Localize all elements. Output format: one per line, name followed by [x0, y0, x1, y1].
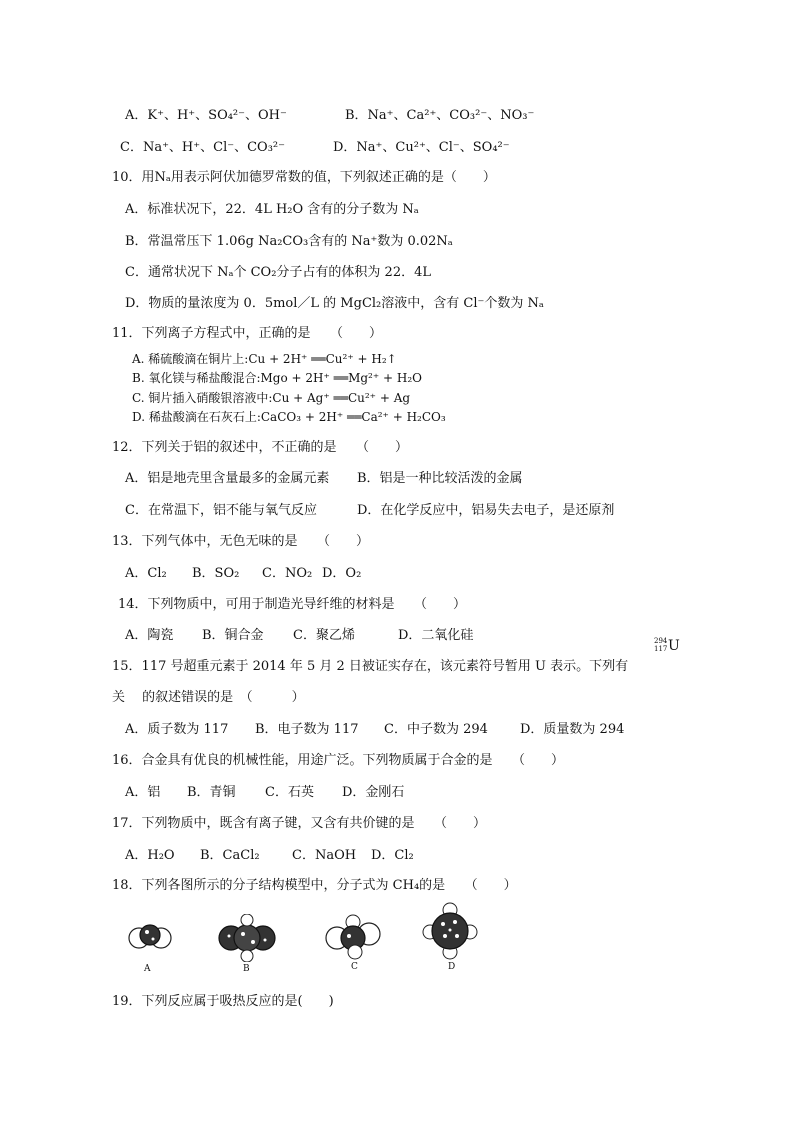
q17-option-c: C．NaOH [292, 848, 357, 863]
q16-option-a: A．铝 [125, 785, 161, 800]
q9-option-d: D．Na⁺、Cu²⁺、Cl⁻、SO₄²⁻ [333, 140, 510, 155]
molecule-model-b [217, 914, 277, 962]
q17-stem: 17．下列物质中，既含有离子键，又含有共价键的是 （ ） [112, 816, 487, 831]
q16-option-b: B．青铜 [187, 785, 236, 800]
q13-option-d: D．O₂ [322, 566, 362, 581]
q17-option-a: A．H₂O [125, 848, 175, 863]
q15-stem-line2: 关 的叙述错误的是 （ ） [112, 690, 305, 705]
q10-option-c: C．通常状况下 Nₐ个 CO₂分子占有的体积为 22．4L [125, 265, 431, 280]
q19-stem: 19．下列反应属于吸热反应的是( ) [112, 994, 334, 1009]
q15-stem-line1: 15．117 号超重元素于 2014 年 5 月 2 日被证实存在，该元素符号暂用 U 表示。下列有 [112, 659, 629, 674]
molecule-models-figure [125, 902, 485, 974]
q14-option-a: A．陶瓷 [125, 628, 174, 643]
q17-option-b: B．CaCl₂ [200, 848, 260, 863]
q14-option-c: C．聚乙烯 [293, 628, 355, 643]
q14-option-b: B．铜合金 [202, 628, 264, 643]
molecule-label-d: D [448, 962, 456, 972]
q10-stem: 10．用Nₐ用表示阿伏加德罗常数的值，下列叙述正确的是（ ） [112, 170, 496, 185]
q11-stem: 11．下列离子方程式中，正确的是 （ ） [112, 326, 383, 341]
q10-option-a: A．标准状况下，22．4L H₂O 含有的分子数为 Nₐ [125, 202, 419, 217]
molecule-label-b: B [243, 964, 250, 974]
molecule-model-a [127, 918, 173, 958]
molecule-model-d [421, 902, 479, 960]
nuclide-mass-number: 294 [654, 637, 668, 645]
q16-option-d: D．金刚石 [342, 785, 405, 800]
q9-option-c: C．Na⁺、H⁺、Cl⁻、CO₃²⁻ [120, 140, 285, 155]
q10-option-b: B．常温常压下 1.06g Na₂CO₃含有的 Na⁺数为 0.02Nₐ [125, 234, 453, 249]
molecule-label-c: C [351, 962, 358, 972]
q11-option-a: A. 稀硫酸滴在铜片上:Cu + 2H⁺ ══Cu²⁺ + H₂↑ [132, 352, 397, 366]
q15-option-c: C．中子数为 294 [384, 722, 488, 737]
q12-option-b: B．铝是一种比较活泼的金属 [357, 471, 523, 486]
q12-stem: 12．下列关于铝的叙述中，不正确的是 （ ） [112, 440, 409, 455]
q11-option-c: C. 铜片插入硝酸银溶液中:Cu + Ag⁺ ══Cu²⁺ + Ag [132, 391, 411, 405]
q14-stem: 14．下列物质中，可用于制造光导纤维的材料是 （ ） [118, 597, 467, 612]
q13-option-b: B．SO₂ [192, 566, 240, 581]
q16-option-c: C．石英 [265, 785, 314, 800]
nuclide-letter: U [668, 638, 680, 654]
q12-option-d: D．在化学反应中，铝易失去电子，是还原剂 [357, 503, 615, 518]
q15-option-d: D．质量数为 294 [520, 722, 625, 737]
nuclide-atomic-number: 117 [654, 645, 668, 653]
molecule-model-c [323, 914, 383, 962]
q13-option-c: C．NO₂ [262, 566, 313, 581]
q11-option-b: B. 氧化镁与稀盐酸混合:Mgo + 2H⁺ ══Mg²⁺ + H₂O [132, 371, 422, 385]
q9-option-b: B．Na⁺、Ca²⁺、CO₃²⁻、NO₃⁻ [345, 108, 535, 123]
q18-stem: 18．下列各图所示的分子结构模型中，分子式为 CH₄的是 （ ） [112, 878, 517, 893]
q9-option-a: A．K⁺、H⁺、SO₄²⁻、OH⁻ [125, 108, 287, 123]
q11-option-d: D. 稀盐酸滴在石灰石上:CaCO₃ + 2H⁺ ══Ca²⁺ + H₂CO₃ [132, 410, 446, 424]
q12-option-a: A．铝是地壳里含量最多的金属元素 [125, 471, 330, 486]
q16-stem: 16．合金具有优良的机械性能，用途广泛。下列物质属于合金的是 （ ） [112, 753, 565, 768]
q10-option-d: D．物质的量浓度为 0．5mol／L 的 MgCl₂溶液中，含有 Cl⁻个数为 Nₐ [125, 296, 544, 311]
q13-stem: 13．下列气体中，无色无味的是 （ ） [112, 534, 370, 549]
q13-option-a: A．Cl₂ [125, 566, 167, 581]
molecule-label-a: A [144, 964, 151, 974]
q14-option-d: D．二氧化硅 [398, 628, 474, 643]
q12-option-c: C．在常温下，铝不能与氧气反应 [125, 503, 317, 518]
q15-option-a: A．质子数为 117 [125, 722, 229, 737]
q15-option-b: B．电子数为 117 [255, 722, 359, 737]
q17-option-d: D．Cl₂ [371, 848, 414, 863]
